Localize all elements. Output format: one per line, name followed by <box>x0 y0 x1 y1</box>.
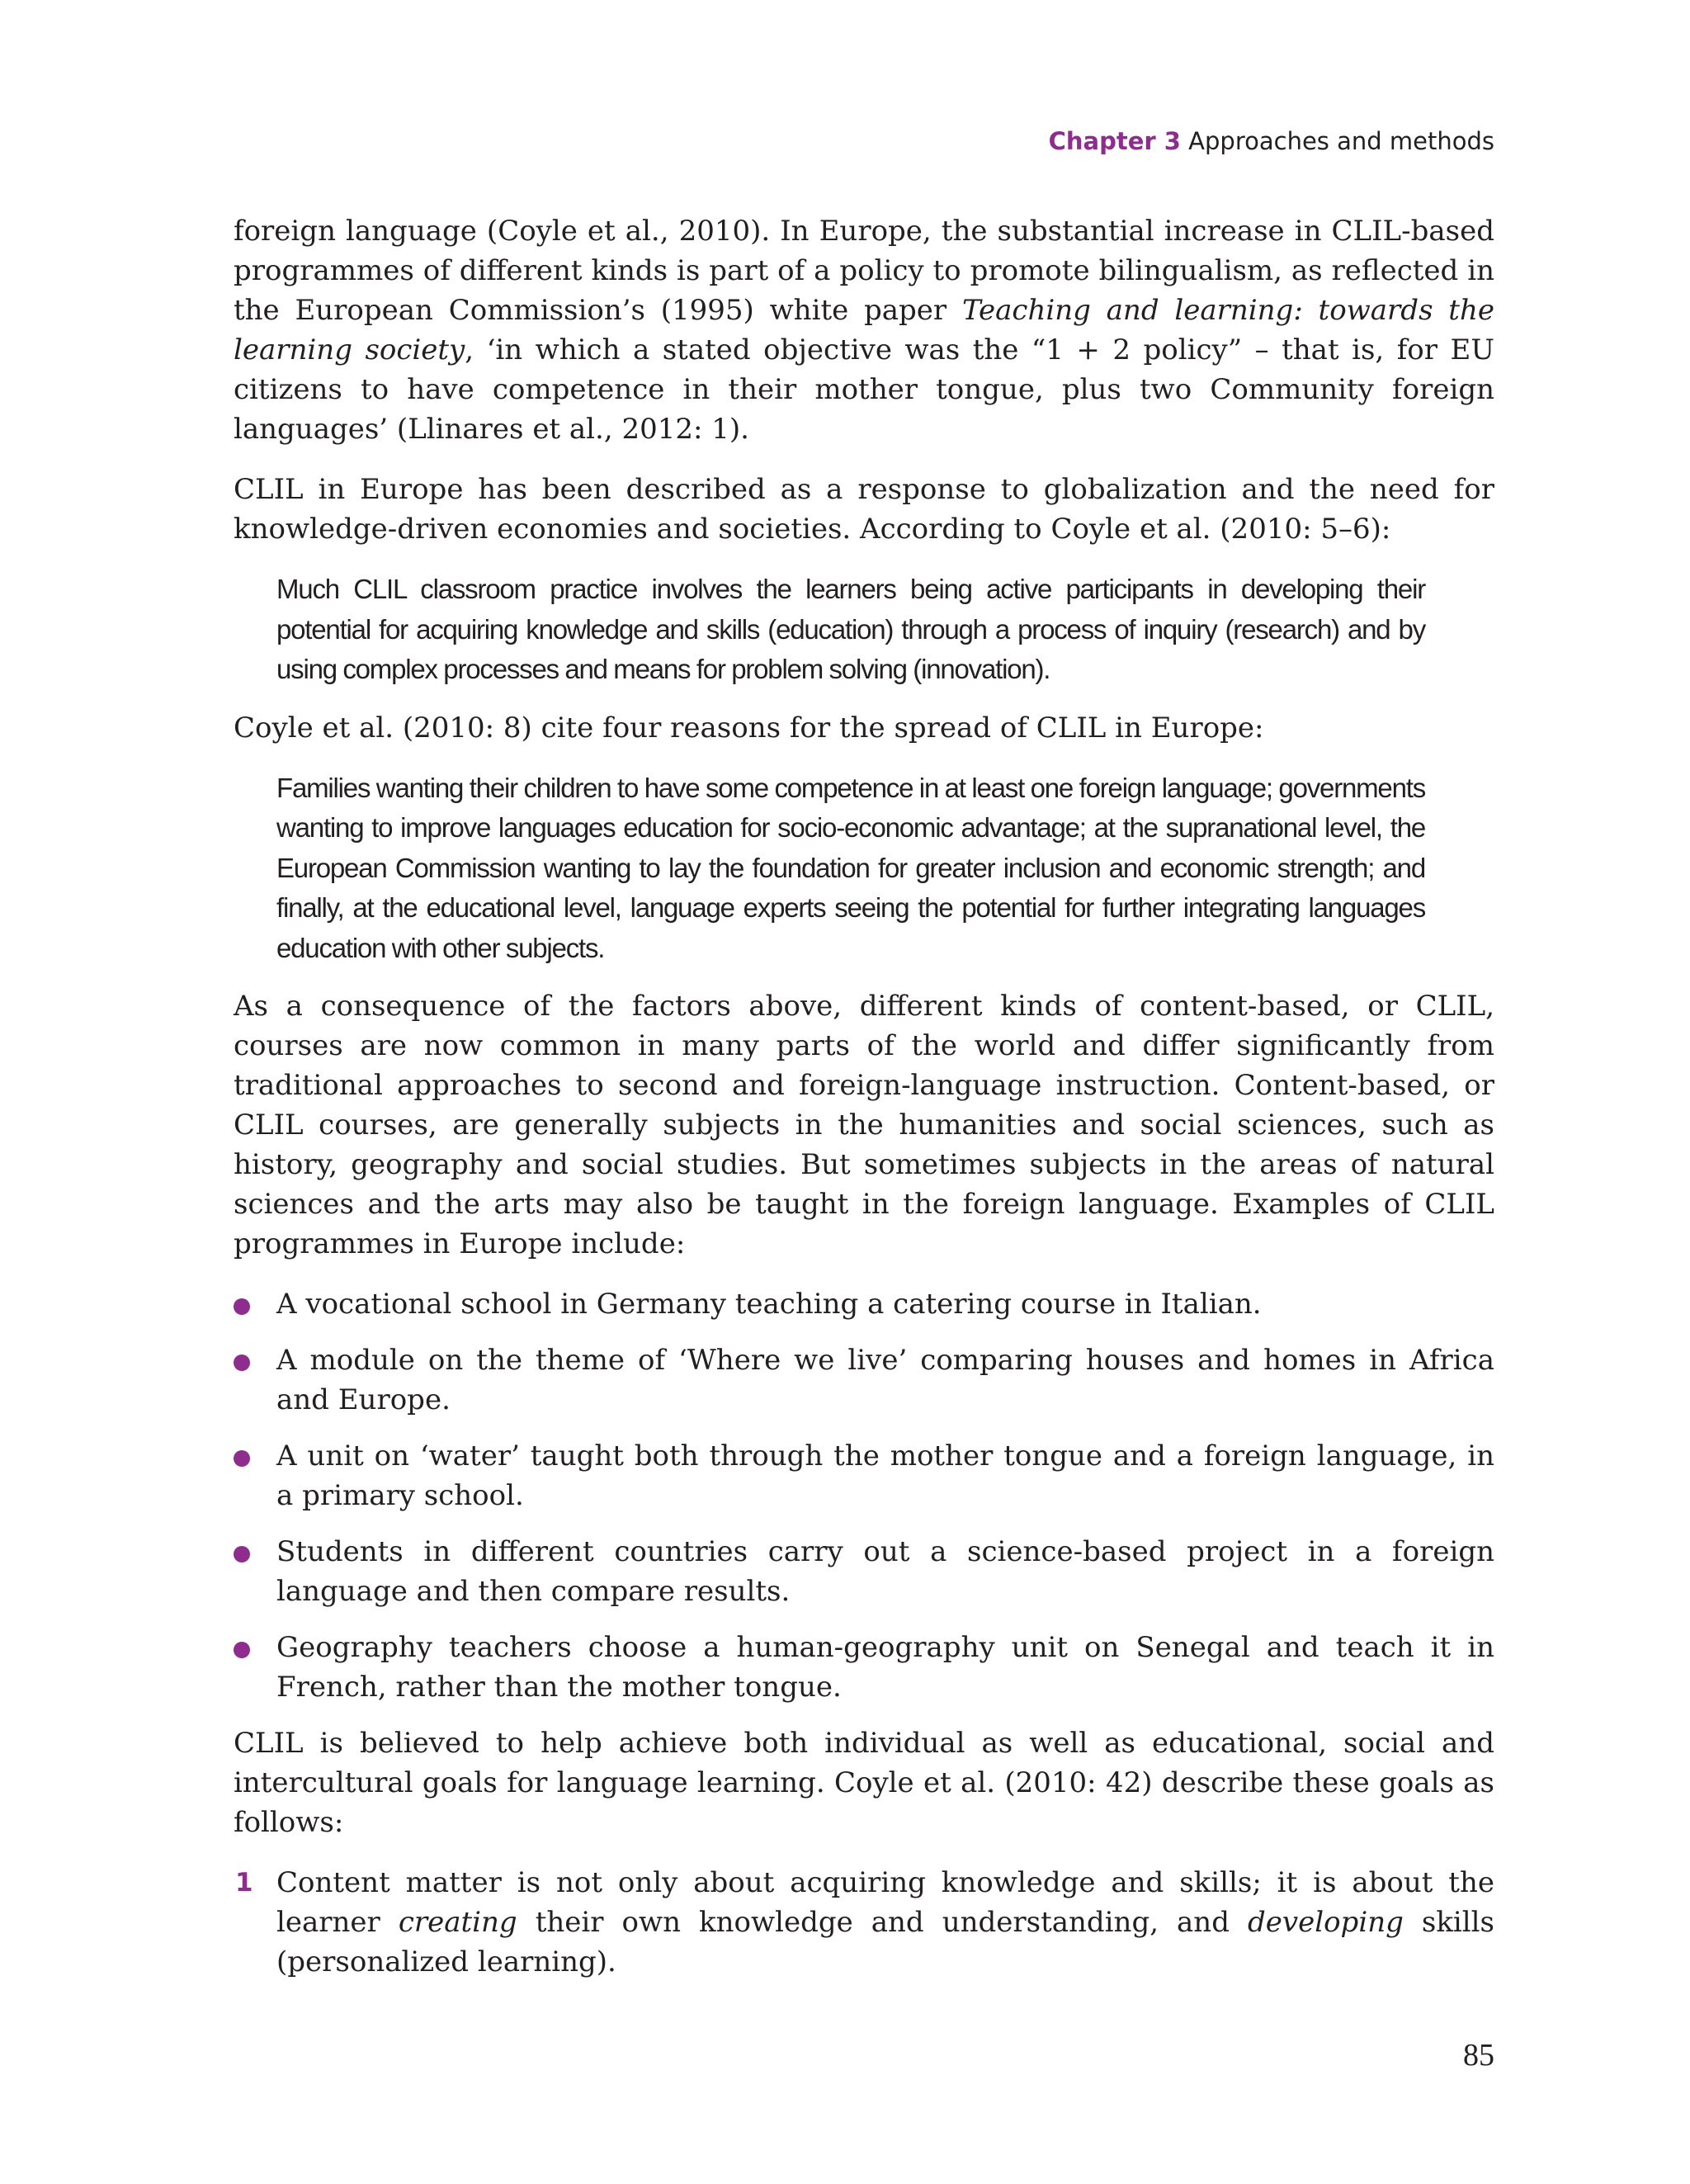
list-item <box>234 1340 1494 1420</box>
block-quote-2: Families wanting their children to have some competence in at least one foreign language; governments wanting to improve languages education for socio-economic advantage; at the supranational level, the European Commission wanting to lay the foundation for greater inclusion and economic strength; and finally, at the educational level, language experts seeing the potential for further integrating languages education with other subjects. <box>276 772 1425 963</box>
list-item-text: A vocational school in Germany teaching a catering course in Italian. <box>276 1288 1262 1321</box>
paragraph-5: CLIL is believed to help achieve both individual as well as educational, social and intercultural goals for language learning. Coyle et al. (2010: 42) describe these goals as follows: <box>234 1727 1494 1839</box>
book-title-italic: Teaching and learning: towards the learning society <box>234 294 1494 366</box>
bullet-icon <box>234 1298 250 1315</box>
running-header <box>1049 127 1494 155</box>
paragraph-3: Coyle et al. (2010: 8) cite four reasons for the spread of CLIL in Europe: <box>234 711 1264 745</box>
page-number: 85 <box>1463 2038 1494 2073</box>
list-item-text: A unit on ‘water’ taught both through the mother tongue and a foreign language, in a primary school. <box>276 1439 1494 1512</box>
paragraph-1-text-b: , ‘in which a stated objective was the “1 + 2 policy” – that is, for EU citizens to have competence in their mother tongue, plus two Community foreign languages’ (Llinares et al., 2012: 1). <box>234 333 1494 446</box>
list-item <box>234 1284 1494 1324</box>
block-quote-1: Much CLIL classroom practice involves the learners being active participants in developing their potential for acquiring knowledge and skills (education) through a process of inquiry (research) and by using complex processes and means for problem solving (innovation). <box>276 574 1425 684</box>
list-item-text: A module on the theme of ‘Where we live’ comparing houses and homes in Africa and Europe. <box>276 1344 1494 1416</box>
body-text <box>234 211 1494 1982</box>
goal-text-a: Content matter is not only about acquiring knowledge and skills; it is about the learner <box>276 1866 1494 1939</box>
paragraph-1-text-a: foreign language (Coyle et al., 2010). In Europe, the substantial increase in CLIL-based programmes of different kinds is part of a policy to promote bilingualism, as reflected in the European Commission’s (1995) white paper <box>234 215 1494 327</box>
bullet-icon <box>234 1546 250 1562</box>
goal-item <box>234 1863 1494 1982</box>
goal-text-c: skills (personalized learning). <box>276 1906 1494 1978</box>
chapter-title: Approaches and methods <box>1188 127 1494 155</box>
book-page <box>234 0 1494 2184</box>
paragraph-4: As a consequence of the factors above, different kinds of content-based, or CLIL, courses are now common in many parts of the world and differ significantly from traditional approaches to second and foreign-language instruction. Content-based, or CLIL courses, are generally subjects in the humanities and social sciences, such as history, geography and social studies. But sometimes subjects in the areas of natural sciences and the arts may also be taught in the foreign language. Examples of CLIL programmes in Europe include: <box>234 990 1494 1260</box>
paragraph-2: CLIL in Europe has been described as a response to globalization and the need for knowledge-driven economies and societies. According to Coyle et al. (2010: 5–6): <box>234 473 1494 546</box>
goal-italic-b: developing <box>1248 1906 1404 1939</box>
list-item-text: Geography teachers choose a human-geography unit on Senegal and teach it in French, rather than the mother tongue. <box>276 1631 1494 1704</box>
clil-examples-list <box>234 1284 1494 1707</box>
list-item-text: Students in different countries carry out a science-based project in a foreign language and then compare results. <box>276 1535 1494 1608</box>
chapter-label: Chapter 3 <box>1048 127 1181 155</box>
list-item <box>234 1628 1494 1707</box>
bullet-icon <box>234 1354 250 1371</box>
list-item <box>234 1532 1494 1611</box>
paragraph-1 <box>234 211 1494 449</box>
goal-italic-a: creating <box>398 1906 517 1939</box>
bullet-icon <box>234 1642 250 1658</box>
goal-text-b: their own knowledge and understanding, and <box>517 1906 1248 1939</box>
goal-number: 1 <box>235 1868 253 1898</box>
list-item <box>234 1436 1494 1515</box>
bullet-icon <box>234 1450 250 1467</box>
goals-list <box>234 1863 1494 1982</box>
